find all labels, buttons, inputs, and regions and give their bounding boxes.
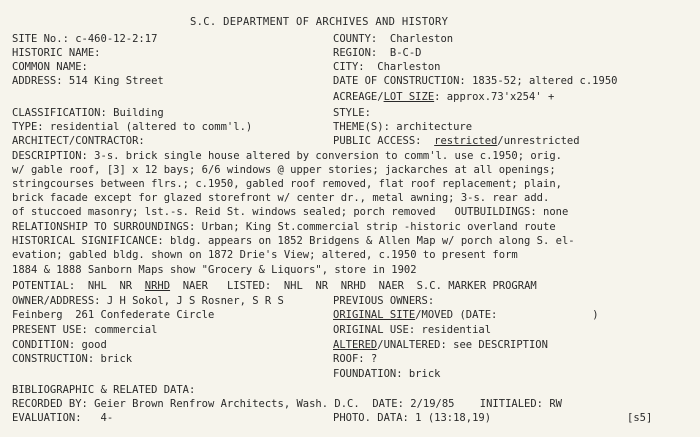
- address: ADDRESS: 514 King Street: [12, 75, 164, 87]
- county: COUNTY: Charleston: [333, 33, 454, 45]
- historic-name: HISTORIC NAME:: [12, 47, 101, 59]
- photo-code: [s5]: [627, 412, 653, 424]
- architect-contractor: ARCHITECT/CONTRACTOR:: [12, 135, 145, 147]
- potential-a: POTENTIAL: NHL NR: [12, 280, 145, 292]
- themes: THEME(S): architecture: [333, 121, 473, 133]
- relationship-to-surroundings: RELATIONSHIP TO SURROUNDINGS: Urban; King St.commercial strip -historic overland route: [12, 221, 556, 233]
- foundation: FOUNDATION: brick: [333, 368, 441, 380]
- photo-data: PHOTO. DATA: 1 (13:18,19): [333, 412, 492, 424]
- altered-rest: /UNALTERED: see DESCRIPTION: [377, 339, 548, 351]
- date-of-construction: DATE OF CONSTRUCTION: 1835-52; altered c.1950: [333, 75, 618, 87]
- owner-address-2: Feinberg 261 Confederate Circle: [12, 309, 215, 321]
- original-site: [333, 309, 599, 322]
- acreage: [333, 91, 554, 104]
- significance-line: HISTORICAL SIGNIFICANCE: bldg. appears on 1852 Bridgens & Allen Map w/ porch along S. el-: [12, 235, 575, 247]
- common-name: COMMON NAME:: [12, 61, 88, 73]
- original-use: ORIGINAL USE: residential: [333, 324, 492, 336]
- description-line: w/ gable roof, [3] x 12 bays; 6/6 windows @ upper stories; jackarches at all openings;: [12, 164, 556, 176]
- original-site-rest: /MOVED (DATE: ): [415, 309, 599, 321]
- potential-b: NAER LISTED: NHL NR NRHD NAER S.C. MARKER PROGRAM: [170, 280, 537, 292]
- city: CITY: Charleston: [333, 61, 441, 73]
- owner-address: OWNER/ADDRESS: J H Sokol, J S Rosner, S R S: [12, 295, 284, 307]
- region: REGION: B-C-D: [333, 47, 422, 59]
- public-access-rest: /unrestricted: [497, 135, 580, 147]
- original-site-label: ORIGINAL SITE: [333, 309, 416, 321]
- altered: [333, 339, 548, 352]
- description-line: of stuccoed masonry; lst.-s. Reid St. windows sealed; porch removed OUTBUILDINGS: none: [12, 206, 569, 218]
- bibliographic-data: BIBLIOGRAPHIC & RELATED DATA:: [12, 384, 196, 396]
- construction: CONSTRUCTION: brick: [12, 353, 133, 365]
- significance-line: 1884 & 1888 Sanborn Maps show "Grocery & Liquors", store in 1902: [12, 264, 417, 276]
- lot-size-label: LOT SIZE: [383, 91, 435, 103]
- description-line: brick facade except for glazed storefront w/ center dr., metal awning; 3-s. rear add.: [12, 192, 550, 204]
- recorded-by: RECORDED BY: Geier Brown Renfrow Architects, Wash. D.C. DATE: 2/19/85 INITIALED: RW: [12, 398, 562, 410]
- potential-nrhd: NRHD: [144, 280, 171, 292]
- acreage-value: : approx.73'x254' +: [434, 91, 555, 103]
- significance-line: evation; gabled bldg. shown on 1872 Drie's View; altered, c.1950 to present form: [12, 249, 518, 261]
- public-access-label: PUBLIC ACCESS:: [333, 135, 435, 147]
- public-access-restricted: restricted: [434, 135, 498, 147]
- description-line: DESCRIPTION: 3-s. brick single house altered by conversion to comm'l. use c.1950; orig.: [12, 150, 562, 162]
- type: TYPE: residential (altered to comm'l.): [12, 121, 253, 133]
- evaluation: EVALUATION: 4-: [12, 412, 114, 424]
- roof: ROOF: ?: [333, 353, 378, 365]
- condition: CONDITION: good: [12, 339, 107, 351]
- altered-label: ALTERED: [333, 339, 378, 351]
- classification: CLASSIFICATION: Building: [12, 107, 164, 119]
- previous-owners: PREVIOUS OWNERS:: [333, 295, 435, 307]
- potential-listed: [12, 280, 537, 293]
- style: STYLE:: [333, 107, 371, 119]
- site-number: SITE No.: c-460-12-2:17: [12, 33, 158, 45]
- acreage-label: ACREAGE/: [333, 91, 384, 103]
- card-title: S.C. DEPARTMENT OF ARCHIVES AND HISTORY: [190, 16, 449, 28]
- description-line: stringcourses between flrs.; c.1950, gabled roof removed, flat roof replacement; plain,: [12, 178, 562, 190]
- public-access: [333, 135, 580, 148]
- present-use: PRESENT USE: commercial: [12, 324, 158, 336]
